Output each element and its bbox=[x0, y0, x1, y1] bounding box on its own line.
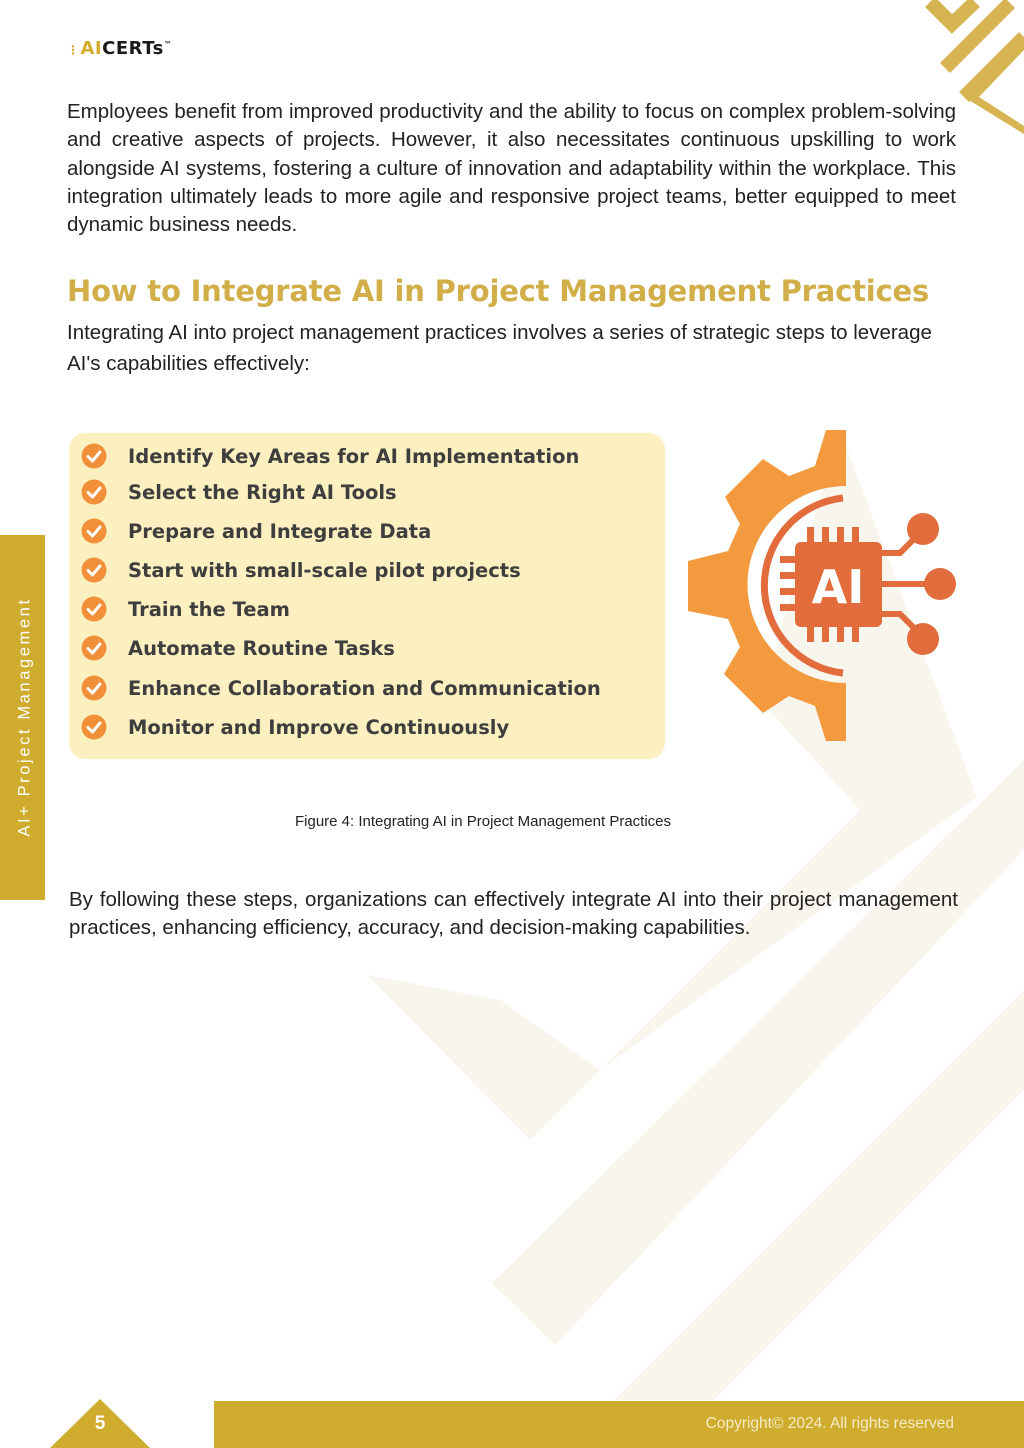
ai-gear-icon bbox=[686, 428, 958, 742]
svg-text:AI: AI bbox=[811, 560, 865, 614]
step-item: Automate Routine Tasks bbox=[81, 633, 395, 663]
closing-paragraph: By following these steps, organizations can effectively integrate AI into their project management practices, enhancing efficiency, accuracy, and decision-making capabilities. bbox=[69, 888, 958, 940]
steps-panel bbox=[69, 433, 665, 759]
side-tab-label: AI+ Project Management bbox=[15, 597, 34, 837]
page-number: 5 bbox=[94, 1413, 106, 1434]
intro-paragraph: Integrating AI into project management practices involves a series of strategic steps to leverage AI's capabilities effectively: bbox=[67, 321, 932, 375]
step-item: Enhance Collaboration and Communication bbox=[81, 673, 601, 703]
check-circle-icon bbox=[81, 443, 107, 469]
check-circle-icon bbox=[81, 635, 107, 661]
check-circle-icon bbox=[81, 479, 107, 505]
check-circle-icon bbox=[81, 675, 107, 701]
body-paragraph: Employees benefit from improved productivity and the ability to focus on complex problem-solving and creative aspects of projects. However, it also necessitates continuous upskilling to work alongside AI systems, fostering a culture of innovation and adaptability within the workplace. This integration ultimately leads to more agile and responsive project teams, better equipped to meet dynamic business needs. bbox=[67, 100, 956, 237]
check-circle-icon bbox=[81, 714, 107, 740]
check-circle-icon bbox=[81, 596, 107, 622]
step-item: Identify Key Areas for AI Implementation bbox=[81, 441, 579, 471]
figure-caption: Figure 4: Integrating AI in Project Management Practices bbox=[294, 813, 672, 830]
check-circle-icon bbox=[81, 518, 107, 544]
copyright-text: Copyright© 2024. All rights reserved bbox=[705, 1415, 954, 1432]
logo-mark-icon: ⋮ bbox=[67, 43, 80, 57]
check-circle-icon bbox=[81, 557, 107, 583]
step-item: Monitor and Improve Continuously bbox=[81, 712, 509, 742]
step-item: Train the Team bbox=[81, 594, 290, 624]
logo: ⋮AICERTs™ bbox=[67, 38, 173, 59]
step-item: Select the Right AI Tools bbox=[81, 477, 397, 507]
section-heading: How to Integrate AI in Project Management Practices bbox=[67, 274, 930, 308]
step-item: Prepare and Integrate Data bbox=[81, 516, 431, 546]
step-item: Start with small-scale pilot projects bbox=[81, 555, 521, 585]
footer-bar bbox=[214, 1401, 1024, 1448]
